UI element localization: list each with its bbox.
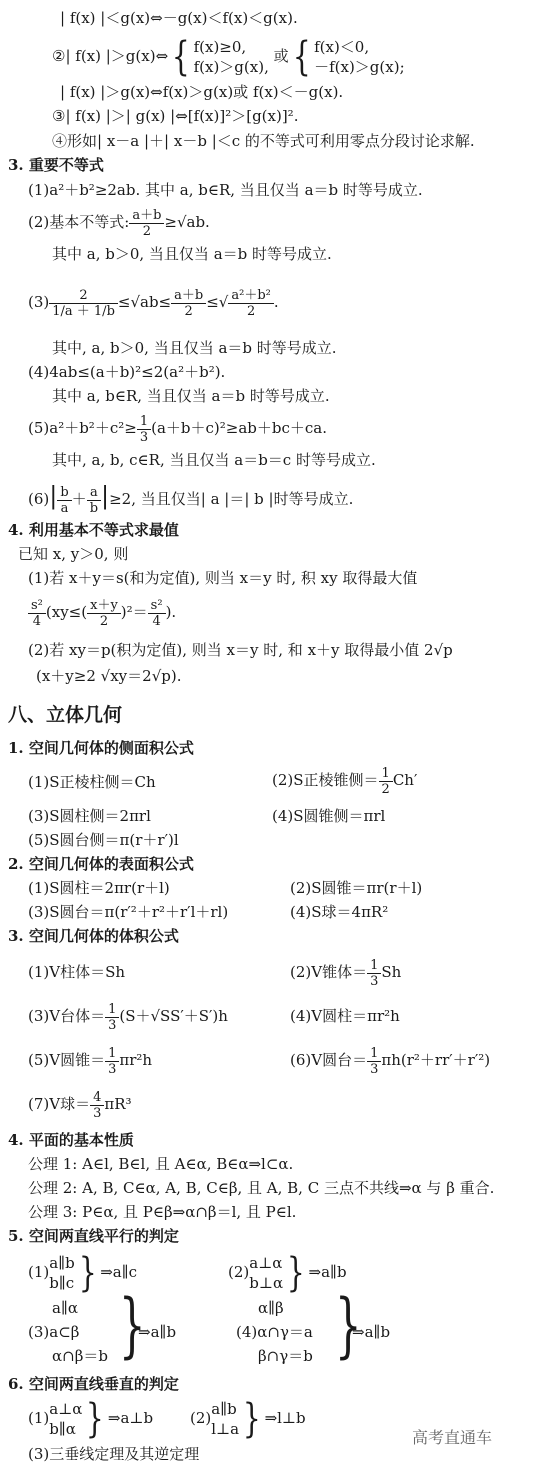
fraction <box>105 1002 119 1033</box>
premise: b∥c <box>49 1274 75 1292</box>
geo-1-item-1: (1)S正棱柱侧＝Ch <box>28 773 156 791</box>
numerator: s² <box>28 598 46 614</box>
minmax-given: 已知 x, y＞0, 则 <box>18 545 129 563</box>
denominator: 3 <box>108 1017 117 1033</box>
denominator: b <box>89 500 99 516</box>
text-span: (2) <box>228 1263 250 1281</box>
case-text: f(x)≥0, <box>193 38 247 56</box>
geo-2-item-3: (3)S圆台＝π(r′²＋r²＋r′l＋rl) <box>28 903 229 921</box>
axiom-3: 公理 3: P∈α, 且 P∈β⇒α∩β＝l, 且 P∈l. <box>28 1203 297 1221</box>
denominator: 2 <box>246 303 256 319</box>
numerator: b <box>57 485 71 501</box>
denominator: 4 <box>152 613 161 629</box>
abs-ineq-line-2 <box>52 34 405 78</box>
text-span: (1) <box>28 1409 50 1427</box>
premise: a∥b <box>211 1400 237 1418</box>
text-span: ⇒a∥b <box>308 1263 347 1281</box>
geo-3-item-2 <box>290 952 401 992</box>
geo-heading-4: 4. 平面的基本性质 <box>8 1131 134 1149</box>
premise: b⊥α <box>249 1274 284 1292</box>
chapter-heading: 八、立体几何 <box>8 704 123 726</box>
parallel-rule-4-p1: α∥β <box>258 1299 284 1317</box>
section-heading-3: 3. 重要不等式 <box>8 156 104 174</box>
geo-3-item-3 <box>28 996 228 1036</box>
perp-rule-2 <box>190 1396 306 1440</box>
numerator: 1 <box>105 1002 119 1018</box>
fraction <box>228 288 274 319</box>
text-span: ⇒l⊥b <box>264 1409 306 1427</box>
denominator: 2 <box>381 781 390 797</box>
numerator: a＋b <box>171 288 206 304</box>
case-stack-2 <box>314 37 405 77</box>
fraction <box>137 414 151 445</box>
premise-stack <box>211 1399 239 1439</box>
ineq-item-4: (4)4ab≤(a＋b)²≤2(a²＋b²). <box>28 363 226 381</box>
denominator: 3 <box>108 1061 117 1077</box>
brace-glyph: { <box>292 34 311 80</box>
ineq-item-5-cond: 其中, a, b, c∈R, 当且仅当 a＝b＝c 时等号成立. <box>52 451 376 469</box>
text-span: )²＝ <box>120 603 148 621</box>
fraction <box>379 766 393 797</box>
numerator: s² <box>148 598 166 614</box>
text-span: (6) <box>28 490 50 508</box>
text-span: ≤√ab≤ <box>117 293 172 311</box>
denominator: 1/a ＋ 1/b <box>52 303 115 319</box>
minmax-item-2-formula: (x＋y≥2 √xy＝2√p). <box>36 667 182 685</box>
fraction <box>105 1046 119 1077</box>
parallel-rule-3-p1: a∥α <box>52 1299 79 1317</box>
section-heading-4: 4. 利用基本不等式求最值 <box>8 521 179 539</box>
geo-1-item-4: (4)S圆锥侧＝πrl <box>272 807 386 825</box>
text-span: ). <box>165 603 177 621</box>
numerator: 4 <box>90 1090 104 1106</box>
ineq-item-6: (6)| $\frac{b}{a}$ ＋ $\frac{a}{b}$ |≥2, 当且仅当| a |＝| b |时等号成立. <box>28 482 354 516</box>
text-span: (3)V台体＝ <box>28 1007 106 1025</box>
fraction <box>57 485 71 516</box>
case-text: f(x)＜0, <box>314 38 370 56</box>
text-span: Ch′ <box>392 771 418 789</box>
text-span: (5)a²＋b²＋c²≥ <box>28 419 137 437</box>
fraction <box>171 288 206 319</box>
fraction <box>148 598 166 629</box>
axiom-1: 公理 1: A∈l, B∈l, 且 A∈α, B∈α⇒l⊂α. <box>28 1155 294 1173</box>
numerator: 1 <box>137 414 151 430</box>
premise: b∥α <box>49 1420 76 1438</box>
denominator: 3 <box>370 973 379 989</box>
text-span: (a＋b＋c)²≥ab＋bc＋ca. <box>151 419 327 437</box>
perp-rule-3: (3)三垂线定理及其逆定理 <box>28 1445 200 1463</box>
geo-heading-6: 6. 空间两直线垂直的判定 <box>8 1375 179 1393</box>
axiom-2: 公理 2: A, B, C∈α, A, B, C∈β, 且 A, B, C 三点不共线⇒α 与 β 重合. <box>28 1179 495 1197</box>
case-text: －f(x)＞g(x); <box>314 58 405 76</box>
fraction <box>367 1046 381 1077</box>
brace-glyph: } <box>86 1396 105 1442</box>
parallel-rule-3-p2: (3)a⊂β <box>28 1323 80 1341</box>
fraction <box>90 1090 104 1121</box>
parallel-rule-3-conclusion: ⇒a∥b <box>138 1323 177 1341</box>
fraction <box>367 958 381 989</box>
ineq-item-2-cond: 其中 a, b＞0, 当且仅当 a＝b 时等号成立. <box>52 245 332 263</box>
geo-heading-2: 2. 空间几何体的表面积公式 <box>8 855 194 873</box>
minmax-item-1-formula <box>28 592 176 632</box>
text-span: (3) <box>28 293 50 311</box>
geo-3-item-7 <box>28 1084 132 1124</box>
numerator: a²＋b² <box>228 288 274 304</box>
denominator: a <box>60 500 69 516</box>
brace-glyph: } <box>242 1396 261 1442</box>
brace-glyph: } <box>334 1284 362 1366</box>
text-span: πh(r²＋rr′＋r′²) <box>381 1051 491 1069</box>
watermark: 高考直通车 <box>412 1428 493 1447</box>
brace-glyph: } <box>286 1250 305 1296</box>
text-span: (2)S正棱锥侧＝ <box>272 771 379 789</box>
numerator: a <box>87 485 101 501</box>
text-span: . <box>273 293 279 311</box>
abs-ineq-line-4: ③| f(x) |＞| g(x) |⇔[f(x)]²＞[g(x)]². <box>52 107 299 125</box>
parallel-rule-4-p2: (4)α∩γ＝a <box>236 1323 313 1341</box>
text-span: (2) <box>190 1409 212 1427</box>
brace-glyph: } <box>78 1250 97 1296</box>
numerator: 2 <box>49 288 118 304</box>
denominator: 2 <box>99 613 109 629</box>
geo-1-item-3: (3)S圆柱侧＝2πrl <box>28 807 151 825</box>
premise: a⊥α <box>49 1400 83 1418</box>
perp-rule-1 <box>28 1396 153 1440</box>
fraction <box>28 598 46 629</box>
fraction <box>129 208 164 239</box>
fraction <box>87 485 101 516</box>
text-span: (5)V圆锥＝ <box>28 1051 106 1069</box>
premise: a⊥α <box>249 1254 283 1272</box>
text-span: ⇒a∥c <box>100 1263 138 1281</box>
ineq-item-5 <box>28 410 327 446</box>
parallel-rule-3-p3: α∩β＝b <box>52 1347 108 1365</box>
premise: l⊥a <box>211 1420 240 1438</box>
text-span: πR³ <box>104 1095 132 1113</box>
ineq-item-3-cond: 其中, a, b＞0, 当且仅当 a＝b 时等号成立. <box>52 339 337 357</box>
denominator: 3 <box>370 1061 379 1077</box>
numerator: x＋y <box>87 598 121 614</box>
geo-3-item-4: (4)V圆柱＝πr²h <box>290 1007 400 1025</box>
geo-2-item-2: (2)S圆锥＝πr(r＋l) <box>290 879 423 897</box>
numerator: 1 <box>367 1046 381 1062</box>
text-span: ≤√ <box>206 293 229 311</box>
text-span: (xy≤( <box>45 603 88 621</box>
ineq-item-3 <box>28 272 279 332</box>
denominator: 3 <box>139 429 149 445</box>
text-span: (2)V锥体＝ <box>290 963 368 981</box>
parallel-rule-2 <box>228 1250 347 1294</box>
minmax-item-2: (2)若 xy＝p(积为定值), 则当 x＝y 时, 和 x＋y 取得最小值 2√p <box>28 641 453 659</box>
denominator: 2 <box>142 223 151 239</box>
fraction <box>49 288 118 319</box>
text-span: πr²h <box>119 1051 153 1069</box>
numerator: 1 <box>367 958 381 974</box>
case-text: f(x)＞g(x), <box>193 58 269 76</box>
numerator: a＋b <box>129 208 164 224</box>
geo-3-item-5 <box>28 1040 152 1080</box>
minmax-item-1: (1)若 x＋y＝s(和为定值), 则当 x＝y 时, 积 xy 取得最大值 <box>28 569 418 587</box>
text-span: (1) <box>28 1263 50 1281</box>
denominator: 4 <box>32 613 42 629</box>
text-span: ⇒a⊥b <box>107 1409 154 1427</box>
premise-stack <box>249 1253 283 1293</box>
text-span: ②| f(x) |＞g(x)⇔ <box>52 47 169 65</box>
text-span: 或 <box>273 47 289 65</box>
ineq-item-2 <box>28 204 210 240</box>
ineq-item-1: (1)a²＋b²≥2ab. 其中 a, b∈R, 当且仅当 a＝b 时等号成立. <box>28 181 423 199</box>
abs-ineq-line-1: | f(x) |＜g(x)⇔－g(x)＜f(x)＜g(x). <box>60 9 298 27</box>
text-span: (2)基本不等式: <box>28 213 130 231</box>
text-span: Sh <box>381 963 402 981</box>
abs-ineq-line-3: | f(x) |＞g(x)⇔f(x)＞g(x)或 f(x)＜－g(x). <box>60 83 344 101</box>
geo-1-item-5: (5)S圆台侧＝π(r＋r′)l <box>28 831 179 849</box>
text-span: ≥2, 当且仅当| a |＝| b |时等号成立. <box>109 490 354 508</box>
premise-stack <box>49 1253 74 1293</box>
text-span: (6)V圆台＝ <box>290 1051 368 1069</box>
geo-2-item-1: (1)S圆柱＝2πr(r＋l) <box>28 879 170 897</box>
geo-heading-3: 3. 空间几何体的体积公式 <box>8 927 179 945</box>
case-stack-1 <box>194 37 269 77</box>
denominator: 3 <box>93 1105 102 1121</box>
text-span: ≥√ab. <box>164 213 210 231</box>
geo-2-item-4: (4)S球＝4πR² <box>290 903 389 921</box>
denominator: 2 <box>184 303 193 319</box>
geo-3-item-1: (1)V柱体＝Sh <box>28 963 126 981</box>
geo-3-item-6 <box>290 1040 490 1080</box>
geo-heading-1: 1. 空间几何体的侧面积公式 <box>8 739 194 757</box>
fraction <box>87 598 121 629</box>
brace-glyph: } <box>118 1284 146 1366</box>
numerator: 1 <box>105 1046 119 1062</box>
numerator: 1 <box>379 766 393 782</box>
premise-stack <box>49 1399 82 1439</box>
geo-1-item-2 <box>272 762 417 798</box>
parallel-rule-4-p3: β∩γ＝b <box>258 1347 313 1365</box>
text-span: (7)V球＝ <box>28 1095 91 1113</box>
ineq-item-4-cond: 其中 a, b∈R, 当且仅当 a＝b 时等号成立. <box>52 387 330 405</box>
parallel-rule-4-conclusion: ⇒a∥b <box>352 1323 391 1341</box>
brace-glyph: { <box>171 34 190 80</box>
geo-heading-5: 5. 空间两直线平行的判定 <box>8 1227 179 1245</box>
text-span: (S＋√SS′＋S′)h <box>119 1007 228 1025</box>
text-span: ＋ <box>71 490 87 508</box>
abs-ineq-line-5: ④形如| x－a |＋| x－b |＜c 的不等式可利用零点分段讨论求解. <box>52 132 475 150</box>
premise: a∥b <box>49 1254 75 1272</box>
